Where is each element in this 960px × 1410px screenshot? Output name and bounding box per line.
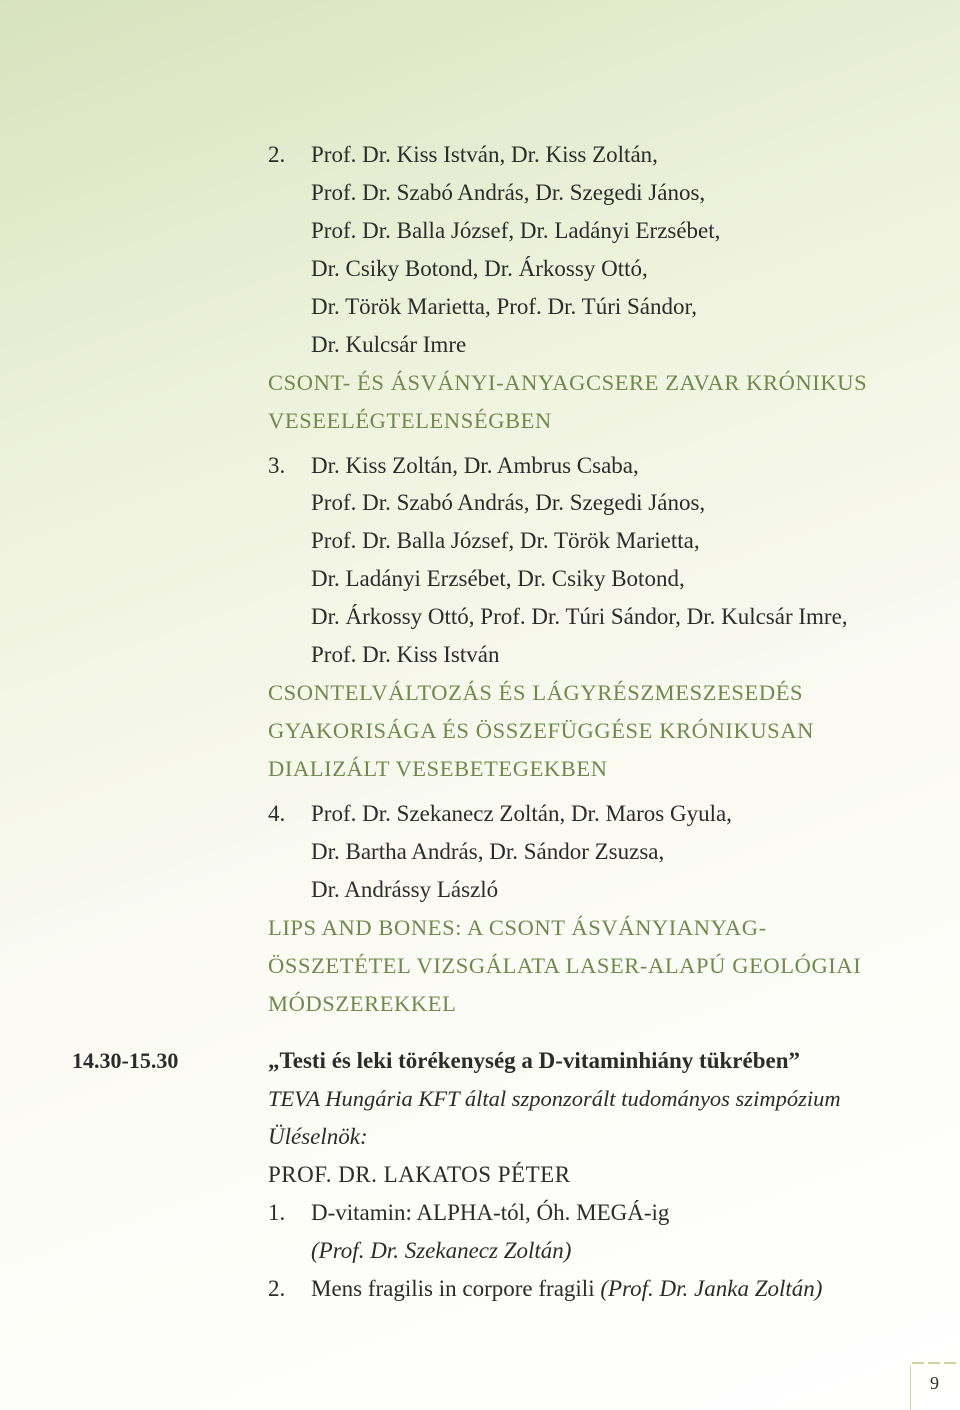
- talk-speaker: (Prof. Dr. Szekanecz Zoltán): [311, 1238, 572, 1263]
- chairs-label: Üléselnök:: [268, 1124, 368, 1149]
- author-line: Prof. Dr. Balla József, Dr. Török Marietta,: [311, 528, 700, 553]
- talk-speaker: (Prof. Dr. Janka Zoltán): [600, 1276, 823, 1301]
- author-line: Dr. Ladányi Erzsébet, Dr. Csiky Botond,: [311, 566, 685, 591]
- footer-rule: [910, 1366, 911, 1410]
- talk-text: Mens fragilis in corpore fragili: [311, 1276, 601, 1301]
- talk-title: CSONTELVÁLTOZÁS ÉS LÁGYRÉSZMESZESEDÉS: [268, 680, 804, 705]
- item-number: 4.: [268, 801, 286, 826]
- author-line: Dr. Bartha András, Dr. Sándor Zsuzsa,: [311, 839, 665, 864]
- author-line: Dr. Andrássy László: [311, 877, 499, 902]
- talk-title: CSONT- ÉS ÁSVÁNYI-ANYAGCSERE ZAVAR KRÓNIKUS: [268, 370, 868, 395]
- item-number: 3.: [268, 453, 286, 478]
- item-number: 2.: [268, 1276, 286, 1301]
- talk-title: VESEELÉGTELENSÉGBEN: [268, 408, 552, 433]
- talk-title: MÓDSZEREKKEL: [268, 991, 457, 1016]
- talk-title: GYAKORISÁGA ÉS ÖSSZEFÜGGÉSE KRÓNIKUSAN: [268, 718, 814, 743]
- talk-text: D-vitamin: ALPHA-tól, Óh. MEGÁ-ig: [311, 1200, 670, 1225]
- footer-dash-ornament: [912, 1362, 956, 1366]
- talk-title: LIPS AND BONES: A CSONT ÁSVÁNYIANYAG-: [268, 915, 767, 940]
- page-number: 9: [930, 1373, 939, 1393]
- author-line: Dr. Árkossy Ottó, Prof. Dr. Túri Sándor, Dr. Kulcsár Imre,: [311, 604, 848, 629]
- item-number: 1.: [268, 1200, 286, 1225]
- talk-title: DIALIZÁLT VESEBETEGEKBEN: [268, 756, 608, 781]
- talk-title: ÖSSZETÉTEL VIZSGÁLATA LASER-ALAPÚ GEOLÓGIAI: [268, 953, 862, 978]
- author-line: Dr. Kulcsár Imre: [311, 332, 467, 357]
- session-chair: PROF. DR. LAKATOS PÉTER: [268, 1162, 571, 1187]
- author-line: Dr. Csiky Botond, Dr. Árkossy Ottó,: [311, 256, 648, 281]
- session-title: „Testi és leki törékenység a D-vitaminhiány tükrében”: [268, 1048, 800, 1073]
- talk-row: [311, 1275, 822, 1303]
- session-sponsor: TEVA Hungária KFT által szponzorált tudományos szimpózium: [268, 1086, 841, 1111]
- author-line: Prof. Dr. Kiss István, Dr. Kiss Zoltán,: [311, 142, 658, 167]
- item-number: 2.: [268, 142, 286, 167]
- author-line: Prof. Dr. Szekanecz Zoltán, Dr. Maros Gyula,: [311, 801, 732, 826]
- session-time: 14.30-15.30: [72, 1048, 179, 1073]
- author-line: Dr. Kiss Zoltán, Dr. Ambrus Csaba,: [311, 453, 639, 478]
- author-line: Prof. Dr. Balla József, Dr. Ladányi Erzsébet,: [311, 218, 721, 243]
- author-line: Dr. Török Marietta, Prof. Dr. Túri Sándor,: [311, 294, 697, 319]
- author-line: Prof. Dr. Kiss István: [311, 642, 500, 667]
- author-line: Prof. Dr. Szabó András, Dr. Szegedi János,: [311, 490, 706, 515]
- author-line: Prof. Dr. Szabó András, Dr. Szegedi János,: [311, 180, 706, 205]
